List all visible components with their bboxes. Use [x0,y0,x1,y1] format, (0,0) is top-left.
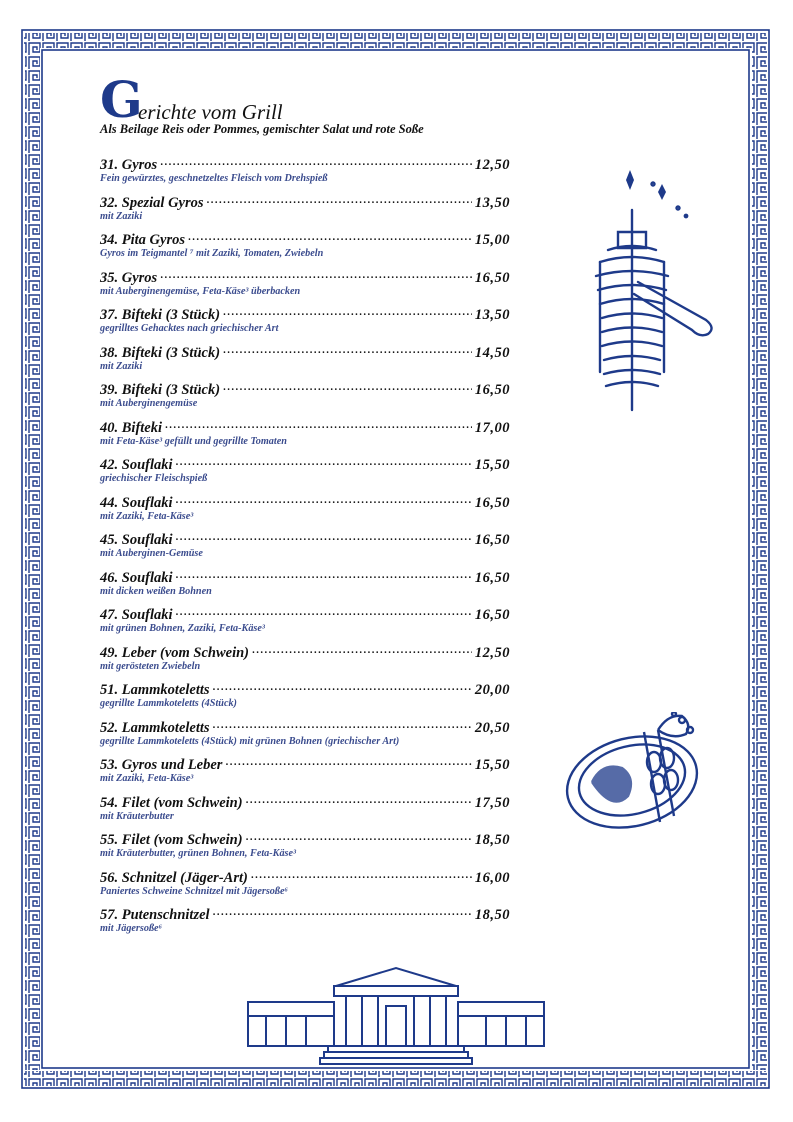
item-price: 20,00 [474,682,510,698]
item-name: 57. Putenschnitzel [100,907,210,923]
leader-dots [246,830,472,844]
item-description: mit Zaziki [100,210,143,222]
menu-item [100,868,510,906]
item-description: mit Zaziki, Feta-Käse³ [100,773,194,784]
item-name: 45. Souflaki [100,532,173,548]
menu-item [100,343,510,381]
item-name: 39. Bifteki (3 Stück) [100,382,221,398]
leader-dots [223,343,472,357]
leader-dots [252,643,472,657]
menu-item [100,268,510,306]
leader-dots [246,793,472,807]
item-description: mit Kräuterbutter [100,810,174,822]
item-description: mit Jägersoße⁶ [100,923,163,934]
leader-dots [251,868,472,882]
leader-dots [188,230,472,244]
menu-item [100,380,510,418]
item-name: 35. Gyros [100,269,158,286]
menu-item [100,493,510,531]
item-description: mit grünen Bohnen, Zaziki, Feta-Käse³ [100,623,265,634]
item-name: 37. Bifteki (3 Stück) [100,307,221,323]
item-description: mit dicken weißen Bohnen [100,585,212,597]
item-description: mit gerösteten Zwiebeln [100,660,201,672]
item-price: 16,50 [474,532,510,548]
leader-dots [176,493,472,507]
menu-item [100,905,510,943]
item-price: 16,50 [474,607,510,623]
leader-dots [213,718,472,732]
item-description: mit Auberginengemüse [100,398,198,409]
item-description: gegrillte Lammkoteletts (4Stück) mit grünen Bohnen (griechischer Art) [100,735,400,747]
menu-item [100,418,510,456]
menu-item [100,680,510,718]
item-price: 16,50 [474,382,510,398]
item-description: mit Auberginengemüse, Feta-Käse³ überbacken [100,285,301,297]
gyros-spit-illustration [578,170,728,420]
menu-item [100,718,510,756]
item-description: mit Auberginen-Gemüse [100,548,203,559]
item-price: 15,00 [474,232,510,248]
menu-item [100,830,510,868]
leader-dots [223,305,472,319]
item-name: 52. Lammkoteletts [100,719,210,736]
item-price: 20,50 [474,719,510,736]
item-description: gegrilltes Gehacktes nach griechischer Art [100,323,279,334]
menu-item [100,793,510,831]
menu-item [100,568,510,606]
item-name: 40. Bifteki [100,419,163,436]
item-name: 44. Souflaki [100,494,173,511]
leader-dots [213,680,472,694]
leader-dots [176,605,472,619]
item-price: 16,50 [474,269,510,286]
souvlaki-plate-illustration [562,712,712,837]
leader-dots [176,568,472,582]
item-price: 13,50 [474,307,510,323]
leader-dots [176,455,472,469]
item-description: Gyros im Teigmantel ⁷ mit Zaziki, Tomaten, Zwiebeln [100,248,324,259]
item-name: 49. Leber (vom Schwein) [100,644,250,661]
item-description: gegrillte Lammkoteletts (4Stück) [100,698,237,709]
item-price: 15,50 [474,757,510,773]
item-name: 53. Gyros und Leber [100,757,223,773]
item-price: 12,50 [474,157,510,173]
menu-item [100,605,510,643]
item-name: 47. Souflaki [100,607,173,623]
item-name: 51. Lammkoteletts [100,682,210,698]
item-price: 18,50 [474,907,510,923]
item-name: 55. Filet (vom Schwein) [100,832,243,848]
menu-item [100,305,510,343]
item-name: 42. Souflaki [100,457,173,473]
item-price: 17,00 [474,419,510,436]
menu-item [100,230,510,268]
menu-item [100,755,510,793]
menu-item [100,643,510,681]
title-text: erichte vom Grill [138,100,283,124]
leader-dots [160,155,472,169]
item-description: mit Feta-Käse³ gefüllt und gegrillte Tomaten [100,435,287,447]
item-description: griechischer Fleischspieß [100,473,208,484]
item-price: 13,50 [474,194,510,211]
item-description: Paniertes Schweine Schnitzel mit Jägersoße⁶ [100,885,289,897]
item-description: mit Zaziki, Feta-Käse³ [100,510,194,522]
leader-dots [223,380,472,394]
leader-dots [225,755,471,769]
item-name: 31. Gyros [100,157,158,173]
leader-dots [213,905,472,919]
leader-dots [165,418,472,432]
menu-item [100,193,510,231]
menu-item [100,455,510,493]
menu-header [100,70,520,136]
menu-item [100,530,510,568]
item-description: Fein gewürztes, geschnetzeltes Fleisch vom Drehspieß [100,173,328,184]
item-price: 16,00 [474,869,510,886]
item-name: 56. Schnitzel (Jäger-Art) [100,869,248,886]
leader-dots [176,530,472,544]
item-name: 38. Bifteki (3 Stück) [100,344,221,361]
item-name: 34. Pita Gyros [100,232,185,248]
leader-dots [160,268,472,282]
item-price: 17,50 [474,794,510,811]
item-name: 46. Souflaki [100,569,173,586]
item-price: 16,50 [474,569,510,586]
section-subtitle: Als Beilage Reis oder Pommes, gemischter Salat und rote Soße [100,122,424,136]
item-price: 14,50 [474,344,510,361]
greek-temple-illustration [246,966,546,1070]
item-name: 32. Spezial Gyros [100,194,204,211]
item-description: mit Zaziki [100,360,143,372]
item-price: 12,50 [474,644,510,661]
menu-item [100,155,510,193]
leader-dots [207,193,472,207]
menu-list [100,155,510,943]
item-price: 15,50 [474,457,510,473]
title-drop-cap: G [100,70,143,129]
item-price: 18,50 [474,832,510,848]
item-description: mit Kräuterbutter, grünen Bohnen, Feta-Käse³ [100,848,297,859]
item-name: 54. Filet (vom Schwein) [100,794,243,811]
item-price: 16,50 [474,494,510,511]
